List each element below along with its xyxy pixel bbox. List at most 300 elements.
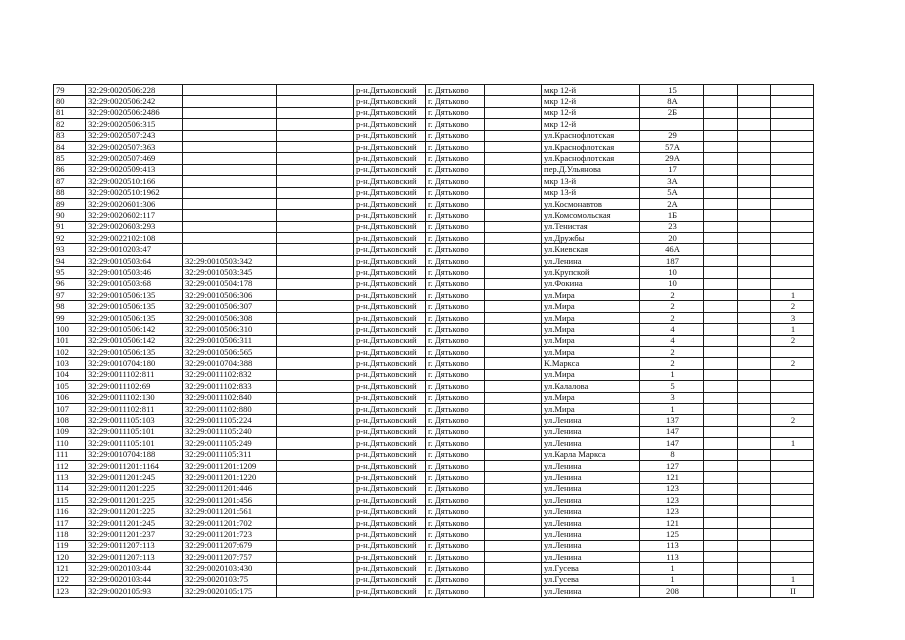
land-cadastral-number: 32:29:0010506:142 <box>86 324 183 335</box>
city-cell: г. Дятьково <box>426 107 485 118</box>
empty-cell <box>738 369 771 380</box>
city-cell: г. Дятьково <box>426 540 485 551</box>
city-cell: г. Дятьково <box>426 164 485 175</box>
empty-cell <box>738 495 771 506</box>
house-number-cell: 17 <box>640 164 704 175</box>
street-cell: ул.Мира <box>542 335 640 346</box>
apartment-number-cell <box>771 221 814 232</box>
apartment-number-cell <box>771 187 814 198</box>
house-number-cell: 15 <box>640 85 704 96</box>
object-cadastral-number <box>183 244 277 255</box>
house-number-cell: 29А <box>640 153 704 164</box>
district-cell: р-н.Дятьковский <box>354 449 426 460</box>
land-cadastral-number: 32:29:0020506:315 <box>86 119 183 130</box>
table-row <box>54 586 814 597</box>
empty-cell <box>485 529 542 540</box>
house-number-cell: 5 <box>640 381 704 392</box>
empty-cell <box>485 403 542 414</box>
row-number: 94 <box>54 255 86 266</box>
object-cadastral-number <box>183 141 277 152</box>
empty-cell <box>277 164 354 175</box>
land-cadastral-number: 32:29:0011201:237 <box>86 529 183 540</box>
empty-cell <box>704 176 738 187</box>
empty-cell <box>485 244 542 255</box>
house-number-cell: 123 <box>640 506 704 517</box>
empty-cell <box>738 210 771 221</box>
street-cell: мкр 12-й <box>542 85 640 96</box>
land-cadastral-number: 32:29:0010506:135 <box>86 301 183 312</box>
empty-cell <box>704 324 738 335</box>
land-cadastral-number: 32:29:0020509:413 <box>86 164 183 175</box>
house-number-cell: 1Б <box>640 210 704 221</box>
empty-cell <box>277 574 354 585</box>
apartment-number-cell <box>771 255 814 266</box>
table-row <box>54 460 814 471</box>
district-cell: р-н.Дятьковский <box>354 210 426 221</box>
table-row <box>54 563 814 574</box>
house-number-cell: 10 <box>640 278 704 289</box>
empty-cell <box>738 563 771 574</box>
city-cell: г. Дятьково <box>426 221 485 232</box>
empty-cell <box>485 164 542 175</box>
object-cadastral-number: 32:29:0011102:880 <box>183 403 277 414</box>
house-number-cell: 2А <box>640 198 704 209</box>
land-cadastral-number: 32:29:0020506:2486 <box>86 107 183 118</box>
object-cadastral-number: 32:29:0010503:342 <box>183 255 277 266</box>
empty-cell <box>485 563 542 574</box>
apartment-number-cell <box>771 130 814 141</box>
house-number-cell: 187 <box>640 255 704 266</box>
house-number-cell: 121 <box>640 517 704 528</box>
object-cadastral-number <box>183 130 277 141</box>
empty-cell <box>277 267 354 278</box>
city-cell: г. Дятьково <box>426 244 485 255</box>
district-cell: р-н.Дятьковский <box>354 290 426 301</box>
street-cell: ул.Краснофлотская <box>542 153 640 164</box>
district-cell: р-н.Дятьковский <box>354 187 426 198</box>
row-number: 111 <box>54 449 86 460</box>
street-cell: ул.Ленина <box>542 552 640 563</box>
land-cadastral-number: 32:29:0020507:243 <box>86 130 183 141</box>
empty-cell <box>704 96 738 107</box>
apartment-number-cell <box>771 107 814 118</box>
city-cell: г. Дятьково <box>426 415 485 426</box>
land-cadastral-number: 32:29:0010503:68 <box>86 278 183 289</box>
object-cadastral-number: 32:29:0011207:757 <box>183 552 277 563</box>
district-cell: р-н.Дятьковский <box>354 415 426 426</box>
district-cell: р-н.Дятьковский <box>354 85 426 96</box>
land-cadastral-number: 32:29:0020510:166 <box>86 176 183 187</box>
apartment-number-cell <box>771 472 814 483</box>
empty-cell <box>277 506 354 517</box>
house-number-cell: 2 <box>640 290 704 301</box>
empty-cell <box>277 176 354 187</box>
object-cadastral-number: 32:29:0010506:307 <box>183 301 277 312</box>
house-number-cell: 137 <box>640 415 704 426</box>
district-cell: р-н.Дятьковский <box>354 586 426 597</box>
house-number-cell: 127 <box>640 460 704 471</box>
apartment-number-cell: 1 <box>771 574 814 585</box>
row-number: 101 <box>54 335 86 346</box>
empty-cell <box>277 198 354 209</box>
empty-cell <box>738 540 771 551</box>
street-cell: ул.Ленина <box>542 540 640 551</box>
empty-cell <box>485 460 542 471</box>
street-cell: ул.Дружбы <box>542 233 640 244</box>
table-row <box>54 426 814 437</box>
land-cadastral-number: 32:29:0011102:811 <box>86 369 183 380</box>
row-number: 80 <box>54 96 86 107</box>
table-row <box>54 381 814 392</box>
house-number-cell: 113 <box>640 540 704 551</box>
house-number-cell: 1 <box>640 369 704 380</box>
apartment-number-cell <box>771 460 814 471</box>
street-cell: ул.Ленина <box>542 586 640 597</box>
empty-cell <box>704 460 738 471</box>
apartment-number-cell: 1 <box>771 290 814 301</box>
apartment-number-cell <box>771 483 814 494</box>
empty-cell <box>704 472 738 483</box>
apartment-number-cell: 2 <box>771 358 814 369</box>
empty-cell <box>704 210 738 221</box>
district-cell: р-н.Дятьковский <box>354 324 426 335</box>
land-cadastral-number: 32:29:0020507:469 <box>86 153 183 164</box>
apartment-number-cell <box>771 517 814 528</box>
empty-cell <box>738 438 771 449</box>
row-number: 121 <box>54 563 86 574</box>
empty-cell <box>738 415 771 426</box>
district-cell: р-н.Дятьковский <box>354 483 426 494</box>
street-cell: ул.Комсомольская <box>542 210 640 221</box>
empty-cell <box>738 255 771 266</box>
empty-cell <box>277 495 354 506</box>
land-cadastral-number: 32:29:0010506:135 <box>86 346 183 357</box>
empty-cell <box>277 540 354 551</box>
row-number: 98 <box>54 301 86 312</box>
empty-cell <box>277 346 354 357</box>
empty-cell <box>277 301 354 312</box>
city-cell: г. Дятьково <box>426 563 485 574</box>
empty-cell <box>738 176 771 187</box>
street-cell: ул.Мира <box>542 301 640 312</box>
empty-cell <box>704 335 738 346</box>
empty-cell <box>277 415 354 426</box>
apartment-number-cell <box>771 552 814 563</box>
land-cadastral-number: 32:29:0011201:225 <box>86 506 183 517</box>
house-number-cell: 2 <box>640 346 704 357</box>
empty-cell <box>485 324 542 335</box>
table-row <box>54 415 814 426</box>
city-cell: г. Дятьково <box>426 506 485 517</box>
empty-cell <box>738 107 771 118</box>
land-cadastral-number: 32:29:0020103:44 <box>86 563 183 574</box>
city-cell: г. Дятьково <box>426 233 485 244</box>
row-number: 119 <box>54 540 86 551</box>
empty-cell <box>277 483 354 494</box>
row-number: 117 <box>54 517 86 528</box>
table-row <box>54 517 814 528</box>
empty-cell <box>277 438 354 449</box>
empty-cell <box>704 346 738 357</box>
object-cadastral-number <box>183 85 277 96</box>
empty-cell <box>704 392 738 403</box>
empty-cell <box>485 346 542 357</box>
city-cell: г. Дятьково <box>426 176 485 187</box>
empty-cell <box>738 552 771 563</box>
object-cadastral-number: 32:29:0011102:833 <box>183 381 277 392</box>
table-row <box>54 119 814 130</box>
row-number: 113 <box>54 472 86 483</box>
street-cell: ул.Мира <box>542 346 640 357</box>
empty-cell <box>704 244 738 255</box>
object-cadastral-number: 32:29:0011105:249 <box>183 438 277 449</box>
district-cell: р-н.Дятьковский <box>354 312 426 323</box>
empty-cell <box>704 107 738 118</box>
land-cadastral-number: 32:29:0010506:142 <box>86 335 183 346</box>
district-cell: р-н.Дятьковский <box>354 244 426 255</box>
apartment-number-cell <box>771 198 814 209</box>
empty-cell <box>704 506 738 517</box>
empty-cell <box>738 449 771 460</box>
empty-cell <box>704 119 738 130</box>
apartment-number-cell <box>771 529 814 540</box>
city-cell: г. Дятьково <box>426 472 485 483</box>
object-cadastral-number: 32:29:0010704:388 <box>183 358 277 369</box>
empty-cell <box>485 426 542 437</box>
empty-cell <box>738 141 771 152</box>
street-cell: ул.Мира <box>542 392 640 403</box>
land-cadastral-number: 32:29:0011201:225 <box>86 495 183 506</box>
table-row <box>54 574 814 585</box>
house-number-cell: 2 <box>640 358 704 369</box>
empty-cell <box>277 449 354 460</box>
land-cadastral-number: 32:29:0011105:101 <box>86 426 183 437</box>
apartment-number-cell <box>771 495 814 506</box>
empty-cell <box>277 290 354 301</box>
object-cadastral-number: 32:29:0020105:175 <box>183 586 277 597</box>
empty-cell <box>738 119 771 130</box>
district-cell: р-н.Дятьковский <box>354 301 426 312</box>
land-cadastral-number: 32:29:0011102:69 <box>86 381 183 392</box>
row-number: 79 <box>54 85 86 96</box>
empty-cell <box>485 415 542 426</box>
row-number: 93 <box>54 244 86 255</box>
land-cadastral-number: 32:29:0020603:293 <box>86 221 183 232</box>
city-cell: г. Дятьково <box>426 586 485 597</box>
city-cell: г. Дятьково <box>426 517 485 528</box>
object-cadastral-number: 32:29:0011207:679 <box>183 540 277 551</box>
empty-cell <box>485 438 542 449</box>
street-cell: мкр 12-й <box>542 107 640 118</box>
apartment-number-cell: 2 <box>771 415 814 426</box>
row-number: 90 <box>54 210 86 221</box>
empty-cell <box>704 141 738 152</box>
district-cell: р-н.Дятьковский <box>354 153 426 164</box>
row-number: 84 <box>54 141 86 152</box>
apartment-number-cell: 2 <box>771 301 814 312</box>
empty-cell <box>277 233 354 244</box>
city-cell: г. Дятьково <box>426 267 485 278</box>
apartment-number-cell <box>771 449 814 460</box>
street-cell: ул.Ленина <box>542 506 640 517</box>
empty-cell <box>277 119 354 130</box>
table-row <box>54 233 814 244</box>
empty-cell <box>738 472 771 483</box>
empty-cell <box>485 472 542 483</box>
land-cadastral-number: 32:29:0020601:306 <box>86 198 183 209</box>
land-cadastral-number: 32:29:0020103:44 <box>86 574 183 585</box>
house-number-cell: 4 <box>640 335 704 346</box>
land-cadastral-number: 32:29:0020506:242 <box>86 96 183 107</box>
street-cell: ул.Мира <box>542 324 640 335</box>
city-cell: г. Дятьково <box>426 449 485 460</box>
row-number: 104 <box>54 369 86 380</box>
row-number: 112 <box>54 460 86 471</box>
house-number-cell: 29 <box>640 130 704 141</box>
object-cadastral-number: 32:29:0011201:446 <box>183 483 277 494</box>
empty-cell <box>277 472 354 483</box>
object-cadastral-number: 32:29:0010506:306 <box>183 290 277 301</box>
district-cell: р-н.Дятьковский <box>354 164 426 175</box>
empty-cell <box>277 426 354 437</box>
empty-cell <box>485 255 542 266</box>
empty-cell <box>738 381 771 392</box>
city-cell: г. Дятьково <box>426 346 485 357</box>
row-number: 122 <box>54 574 86 585</box>
empty-cell <box>738 312 771 323</box>
city-cell: г. Дятьково <box>426 324 485 335</box>
empty-cell <box>738 517 771 528</box>
empty-cell <box>738 164 771 175</box>
empty-cell <box>277 210 354 221</box>
apartment-number-cell: 1 <box>771 324 814 335</box>
empty-cell <box>704 85 738 96</box>
apartment-number-cell <box>771 346 814 357</box>
empty-cell <box>704 290 738 301</box>
city-cell: г. Дятьково <box>426 198 485 209</box>
object-cadastral-number: 32:29:0011201:723 <box>183 529 277 540</box>
empty-cell <box>704 153 738 164</box>
empty-cell <box>277 381 354 392</box>
empty-cell <box>485 358 542 369</box>
empty-cell <box>704 278 738 289</box>
street-cell: ул.Ленина <box>542 517 640 528</box>
land-cadastral-number: 32:29:0020510:1962 <box>86 187 183 198</box>
district-cell: р-н.Дятьковский <box>354 529 426 540</box>
object-cadastral-number <box>183 233 277 244</box>
empty-cell <box>485 495 542 506</box>
land-cadastral-number: 32:29:0011201:1164 <box>86 460 183 471</box>
empty-cell <box>277 358 354 369</box>
house-number-cell: 147 <box>640 438 704 449</box>
empty-cell <box>738 335 771 346</box>
apartment-number-cell <box>771 141 814 152</box>
apartment-number-cell <box>771 176 814 187</box>
object-cadastral-number <box>183 107 277 118</box>
row-number: 92 <box>54 233 86 244</box>
empty-cell <box>277 153 354 164</box>
district-cell: р-н.Дятьковский <box>354 517 426 528</box>
table-row <box>54 290 814 301</box>
object-cadastral-number: 32:29:0020103:430 <box>183 563 277 574</box>
row-number: 102 <box>54 346 86 357</box>
row-number: 85 <box>54 153 86 164</box>
apartment-number-cell <box>771 233 814 244</box>
empty-cell <box>485 483 542 494</box>
street-cell: ул.Мира <box>542 312 640 323</box>
city-cell: г. Дятьково <box>426 438 485 449</box>
table-row <box>54 495 814 506</box>
city-cell: г. Дятьково <box>426 358 485 369</box>
object-cadastral-number: 32:29:0020103:75 <box>183 574 277 585</box>
registry-rows <box>54 85 814 598</box>
empty-cell <box>277 586 354 597</box>
table-row <box>54 176 814 187</box>
house-number-cell: 5А <box>640 187 704 198</box>
empty-cell <box>277 324 354 335</box>
object-cadastral-number: 32:29:0011102:832 <box>183 369 277 380</box>
city-cell: г. Дятьково <box>426 301 485 312</box>
row-number: 82 <box>54 119 86 130</box>
empty-cell <box>704 540 738 551</box>
city-cell: г. Дятьково <box>426 552 485 563</box>
empty-cell <box>704 358 738 369</box>
row-number: 91 <box>54 221 86 232</box>
district-cell: р-н.Дятьковский <box>354 119 426 130</box>
street-cell: ул.Ленина <box>542 438 640 449</box>
empty-cell <box>704 369 738 380</box>
empty-cell <box>738 460 771 471</box>
apartment-number-cell <box>771 96 814 107</box>
district-cell: р-н.Дятьковский <box>354 221 426 232</box>
apartment-number-cell <box>771 392 814 403</box>
empty-cell <box>485 187 542 198</box>
table-row <box>54 164 814 175</box>
empty-cell <box>485 517 542 528</box>
object-cadastral-number: 32:29:0010504:178 <box>183 278 277 289</box>
empty-cell <box>738 426 771 437</box>
table-row <box>54 244 814 255</box>
object-cadastral-number: 32:29:0010503:345 <box>183 267 277 278</box>
district-cell: р-н.Дятьковский <box>354 107 426 118</box>
empty-cell <box>704 221 738 232</box>
table-row <box>54 483 814 494</box>
document-sheet <box>53 84 814 598</box>
empty-cell <box>277 96 354 107</box>
apartment-number-cell <box>771 369 814 380</box>
empty-cell <box>704 586 738 597</box>
table-row <box>54 438 814 449</box>
row-number: 108 <box>54 415 86 426</box>
empty-cell <box>485 96 542 107</box>
empty-cell <box>738 198 771 209</box>
empty-cell <box>704 574 738 585</box>
street-cell: пер.Д.Ульянова <box>542 164 640 175</box>
empty-cell <box>738 244 771 255</box>
district-cell: р-н.Дятьковский <box>354 176 426 187</box>
empty-cell <box>485 130 542 141</box>
street-cell: ул.Космонавтов <box>542 198 640 209</box>
street-cell: ул.Гусева <box>542 574 640 585</box>
street-cell: ул.Гусева <box>542 563 640 574</box>
land-cadastral-number: 32:29:0020105:93 <box>86 586 183 597</box>
apartment-number-cell <box>771 278 814 289</box>
row-number: 105 <box>54 381 86 392</box>
empty-cell <box>704 312 738 323</box>
empty-cell <box>704 495 738 506</box>
object-cadastral-number <box>183 221 277 232</box>
empty-cell <box>738 130 771 141</box>
